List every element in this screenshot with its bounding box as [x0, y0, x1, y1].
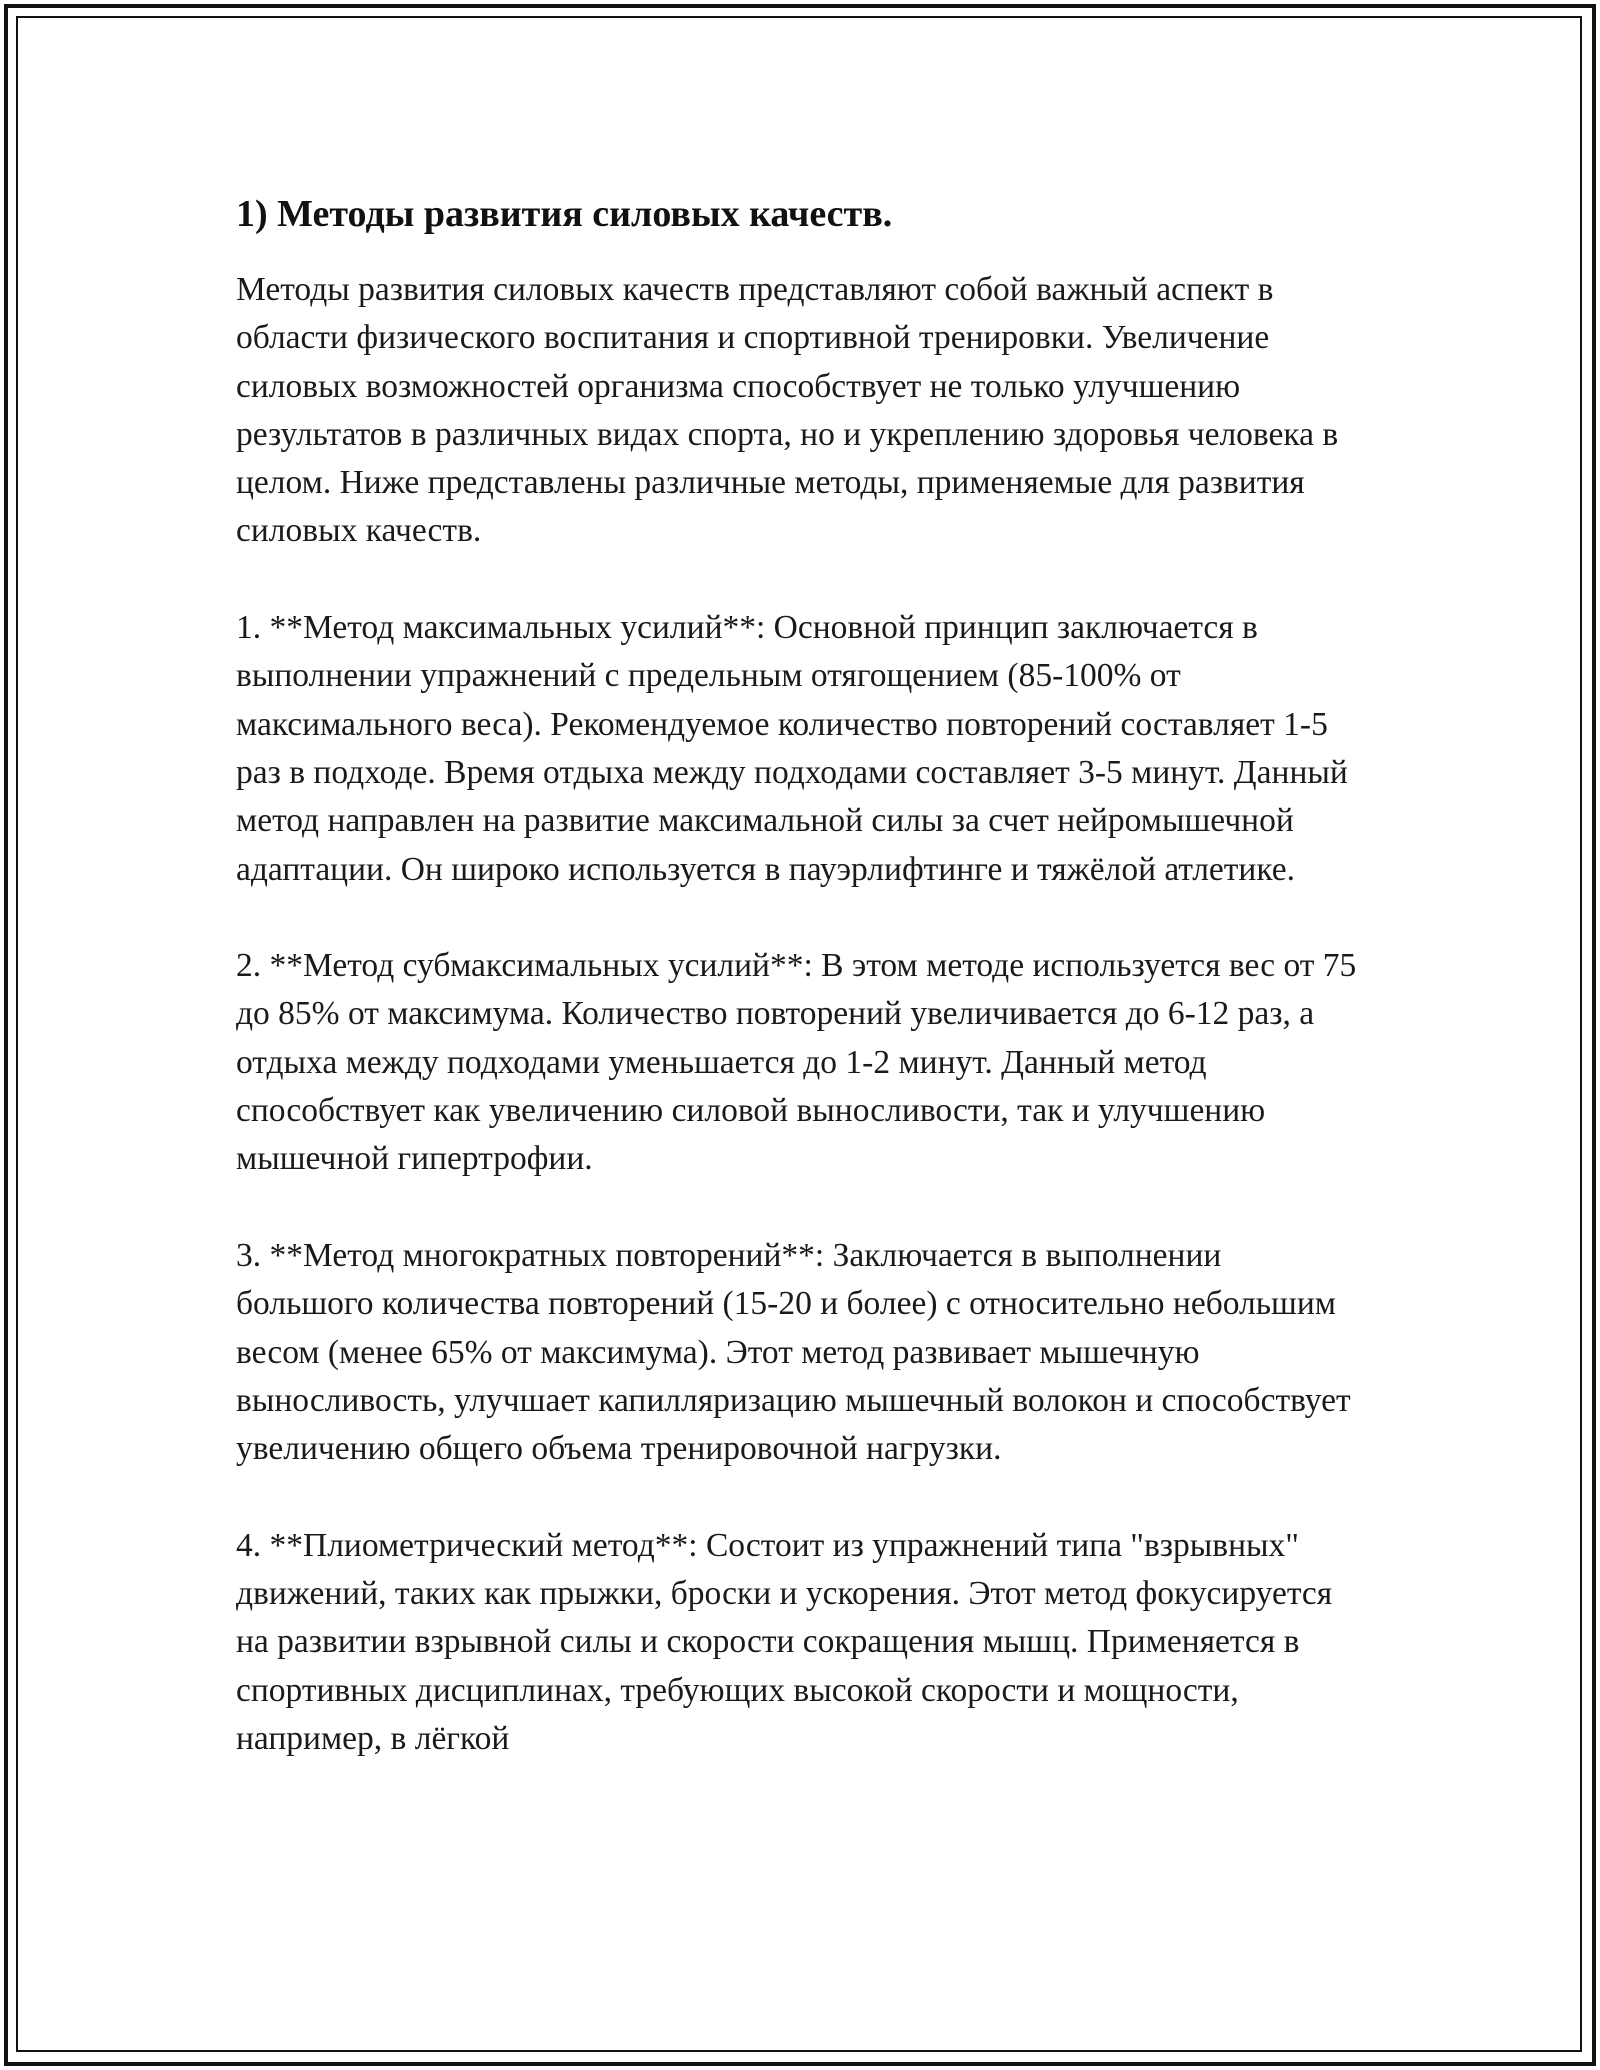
method-4-paragraph: 4. **Плиометрический метод**: Состоит из упражнений типа "взрывных" движений, таких как прыжки, броски и ускорения. Этот метод фокусируется на развитии взрывной силы и скорости сокращения мышц. Применяется в спортивных дисциплинах, требующих высокой скорости и мощности, например, в лёгкой [236, 1526, 1333, 1757]
method-3-paragraph: 3. **Метод многократных повторений**: Заключается в выполнении большого количества повторений (15-20 и более) с относительно небольшим весом (менее 65% от максимума). Этот метод развивает мышечную выносливость, улучшает капилляризацию мышечный волокон и способствует увеличению общего объема тренировочной нагрузки. [236, 1236, 1351, 1468]
intro-paragraph: Методы развития силовых качеств представляют собой важный аспект в области физического воспитания и спортивной тренировки. Увеличение силовых возможностей организма способствует не только улучшению результатов в различных видах спорта, но и укреплению здоровья человека в целом. Ниже представлены различные методы, применяемые для развития силовых качеств. [236, 271, 1339, 550]
document-heading: 1) Методы развития силовых качеств. [236, 193, 893, 235]
method-2-paragraph: 2. **Метод субмаксимальных усилий**: В этом методе используется вес от 75 до 85% от максимума. Количество повторений увеличивается до 6-12 раз, а отдыха между подходами уменьшается до 1-2 минут. Данный метод способствует как увеличению силовой выносливости, так и улучшению мышечной гипертрофии. [236, 947, 1357, 1178]
document-body [236, 190, 1366, 1812]
method-1-paragraph: 1. **Метод максимальных усилий**: Основной принцип заключается в выполнении упражнений с предельным отягощением (85-100% от максимального веса). Рекомендуемое количество повторений составляет 1-5 раз в подходе. Время отдыха между подходами составляет 3-5 минут. Данный метод направлен на развитие максимальной силы за счет нейромышечной адаптации. Он широко используется в пауэрлифтинге и тяжёлой атлетике. [236, 609, 1348, 888]
